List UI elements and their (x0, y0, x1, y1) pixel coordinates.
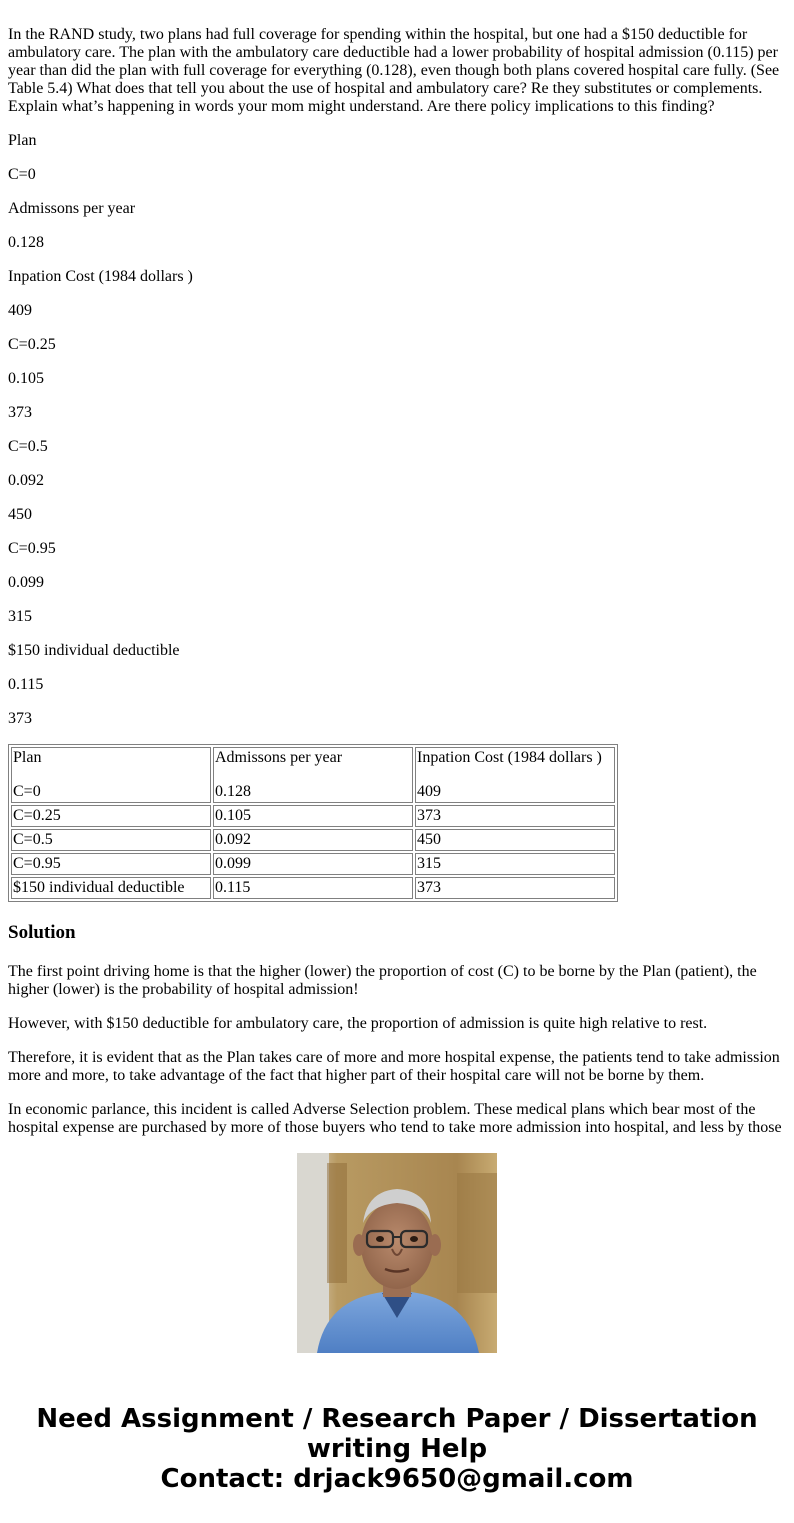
footer-email[interactable]: Contact: drjack9650@gmail.com (160, 1464, 634, 1494)
solution-paragraph: Therefore, it is evident that as the Plan takes care of more and more hospital expense, the patients tend to take admission more and more, to take advantage of the fact that higher part of their hospital care will not be borne by them. (8, 1049, 780, 1084)
list-item: 0.128 (8, 234, 44, 251)
list-item: $150 individual deductible (8, 642, 180, 659)
header-value: 0.128 (215, 783, 251, 800)
list-item: Inpation Cost (1984 dollars ) (8, 268, 193, 285)
solution-paragraph: The first point driving home is that the higher (lower) the proportion of cost (C) to be borne by the Plan (patient), the higher (lower) is the probability of hospital admission! (8, 963, 757, 998)
question-text: In the RAND study, two plans had full coverage for spending within the hospital, but one had a $150 deductible for ambulatory care. The plan with the ambulatory care deductible had a lower probability of hospital admission (0.115) per year than did the plan with full coverage for everything (0.128), even though both plans covered hospital care fully. (See Table 5.4) What does that tell you about the use of hospital and ambulatory care? Re they substitutes or complements. Explain what’s happening in words your mom might understand. Are there policy implications to this finding? (8, 26, 780, 115)
table-cell: 373 (415, 805, 615, 827)
plan-list (8, 132, 786, 728)
list-item: 0.092 (8, 472, 44, 489)
table-row (11, 805, 615, 827)
solution-heading: Solution (8, 922, 76, 943)
list-item: Admissons per year (8, 200, 136, 217)
document-body (8, 0, 786, 1136)
table-cell: 450 (415, 829, 615, 851)
header-label: Admissons per year (215, 749, 343, 766)
solution-paragraph: In economic parlance, this incident is called Adverse Selection problem. These medical plans which bear most of the hospital expense are purchased by more of those buyers who tend to take more admission into hospital, and less by those (8, 1101, 782, 1136)
table-cell: C=0.5 (11, 829, 211, 851)
table-cell: 0.099 (213, 853, 413, 875)
table-header-row (11, 747, 615, 803)
header-label: Inpation Cost (1984 dollars ) (417, 749, 602, 766)
list-item: 373 (8, 404, 32, 421)
table-row (11, 829, 615, 851)
table-cell: $150 individual deductible (11, 877, 211, 899)
footer-contact (0, 1404, 794, 1494)
plan-table (8, 744, 618, 902)
table-cell (415, 747, 615, 803)
table-cell: C=0.95 (11, 853, 211, 875)
list-item: 0.105 (8, 370, 44, 387)
header-label: Plan (13, 749, 42, 766)
table-cell: 0.105 (213, 805, 413, 827)
list-item: 0.115 (8, 676, 44, 693)
table-cell: 373 (415, 877, 615, 899)
list-item: C=0.5 (8, 438, 48, 455)
header-value: C=0 (13, 783, 41, 800)
list-item: Plan (8, 132, 37, 149)
table-cell: 0.115 (213, 877, 413, 899)
list-item: 409 (8, 302, 32, 319)
list-item: 0.099 (8, 574, 44, 591)
table-row (11, 877, 615, 899)
table-cell: 315 (415, 853, 615, 875)
table-row (11, 853, 615, 875)
list-item: C=0.95 (8, 540, 56, 557)
list-item: 450 (8, 506, 32, 523)
list-item: 373 (8, 710, 32, 727)
table-cell (213, 747, 413, 803)
table-cell: 0.092 (213, 829, 413, 851)
table-cell (11, 747, 211, 803)
author-photo (297, 1153, 497, 1353)
solution-paragraph: However, with $150 deductible for ambulatory care, the proportion of admission is quite high relative to rest. (8, 1015, 708, 1032)
header-value: 409 (417, 783, 441, 800)
list-item: 315 (8, 608, 32, 625)
footer-help-text: Need Assignment / Research Paper / Dissertation writing Help (36, 1404, 758, 1464)
table-cell: C=0.25 (11, 805, 211, 827)
list-item: C=0.25 (8, 336, 56, 353)
list-item: C=0 (8, 166, 36, 183)
